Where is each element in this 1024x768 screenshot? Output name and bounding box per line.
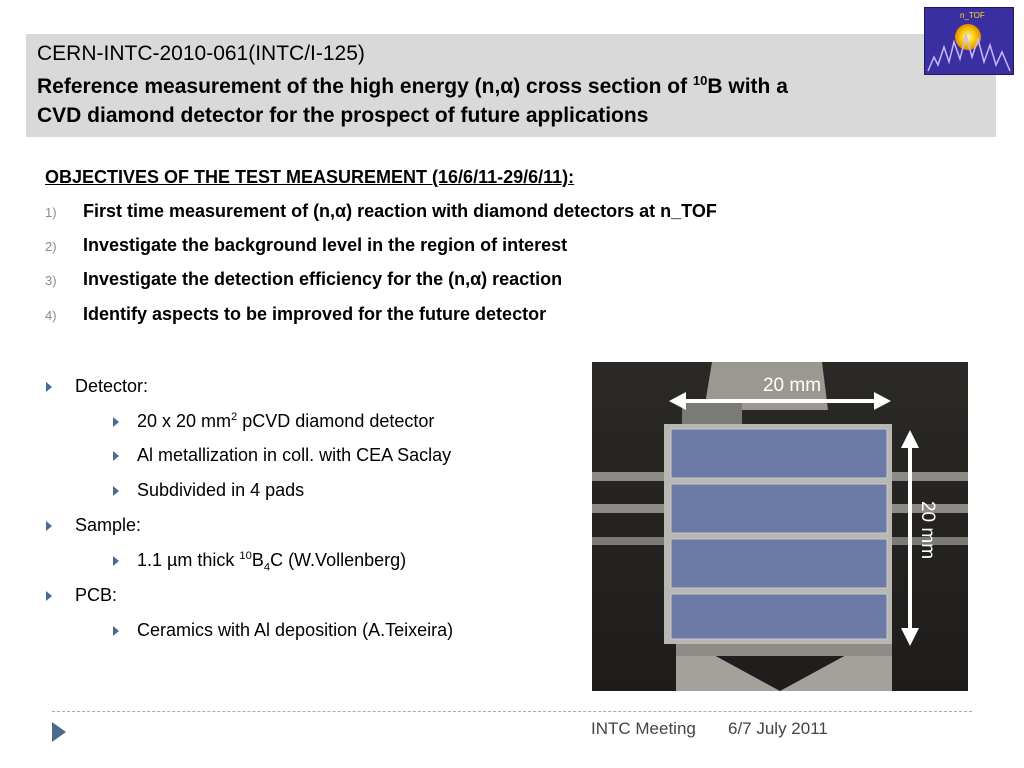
- title-line-1: [37, 73, 788, 99]
- bullet-arrow-icon: [46, 382, 52, 392]
- objective-number: 2): [45, 239, 57, 254]
- footer-date: 6/7 July 2011: [728, 719, 828, 738]
- objectives-heading: OBJECTIVES OF THE TEST MEASUREMENT (16/6/11-29/6/11):: [45, 167, 575, 187]
- detector-photo: [592, 362, 968, 691]
- photo-width-label: 20 mm: [762, 375, 822, 396]
- footer-meeting: INTC Meeting: [591, 719, 696, 738]
- footer-divider: [52, 711, 972, 712]
- title-superscript: 10: [692, 73, 708, 88]
- title-line-2: CVD diamond detector for the prospect of future applications: [37, 104, 649, 127]
- bullet-arrow-icon: [113, 556, 119, 566]
- bullet-arrow-icon: [113, 486, 119, 496]
- document-code: CERN-INTC-2010-061(INTC/I-125): [37, 42, 365, 65]
- sample-label: Sample:: [75, 515, 142, 535]
- detector-size: [137, 411, 434, 432]
- objective-text: Investigate the detection efficiency for the (n,α) reaction: [83, 269, 563, 289]
- bullet-arrow-icon: [46, 591, 52, 601]
- detector-size-text-a: 20 x 20 mm: [137, 411, 232, 431]
- sample-description: [137, 550, 406, 574]
- footer-arrow-icon: [52, 722, 66, 742]
- metallization-text: Al metallization in coll. with CEA Saclay: [137, 445, 452, 465]
- objective-number: 1): [45, 205, 57, 220]
- objective-text: Investigate the background level in the region of interest: [83, 235, 568, 255]
- detector-size-superscript: 2: [231, 411, 238, 423]
- title-text-b: B with a: [707, 75, 788, 98]
- photo-height-label: 20 mm: [917, 500, 938, 560]
- objective-text: Identify aspects to be improved for the future detector: [83, 304, 547, 324]
- subdivided-text: Subdivided in 4 pads: [137, 480, 305, 500]
- objective-text: First time measurement of (n,α) reaction with diamond detectors at n_TOF: [83, 201, 717, 221]
- objective-number: 4): [45, 308, 57, 323]
- objective-number: 3): [45, 273, 57, 288]
- sample-text-c: C (W.Vollenberg): [270, 550, 407, 570]
- bullet-arrow-icon: [113, 417, 119, 427]
- logo-label: n_TOF: [960, 11, 985, 20]
- pcb-label: PCB:: [75, 585, 118, 605]
- bullet-arrow-icon: [113, 626, 119, 636]
- sample-text-a: 1.1 µm thick: [137, 550, 240, 570]
- ntof-logo: [924, 7, 1014, 75]
- sample-superscript: 10: [239, 550, 252, 562]
- sample-text-b: B: [251, 550, 264, 570]
- detector-size-text-b: pCVD diamond detector: [237, 411, 435, 431]
- sample-subscript: 4: [263, 561, 271, 574]
- bullet-arrow-icon: [46, 521, 52, 531]
- detector-label: Detector:: [75, 376, 149, 396]
- bullet-arrow-icon: [113, 451, 119, 461]
- title-text-a: Reference measurement of the high energy (n,α) cross section of: [37, 75, 693, 98]
- pcb-item-text: Ceramics with Al deposition (A.Teixeira): [137, 620, 454, 640]
